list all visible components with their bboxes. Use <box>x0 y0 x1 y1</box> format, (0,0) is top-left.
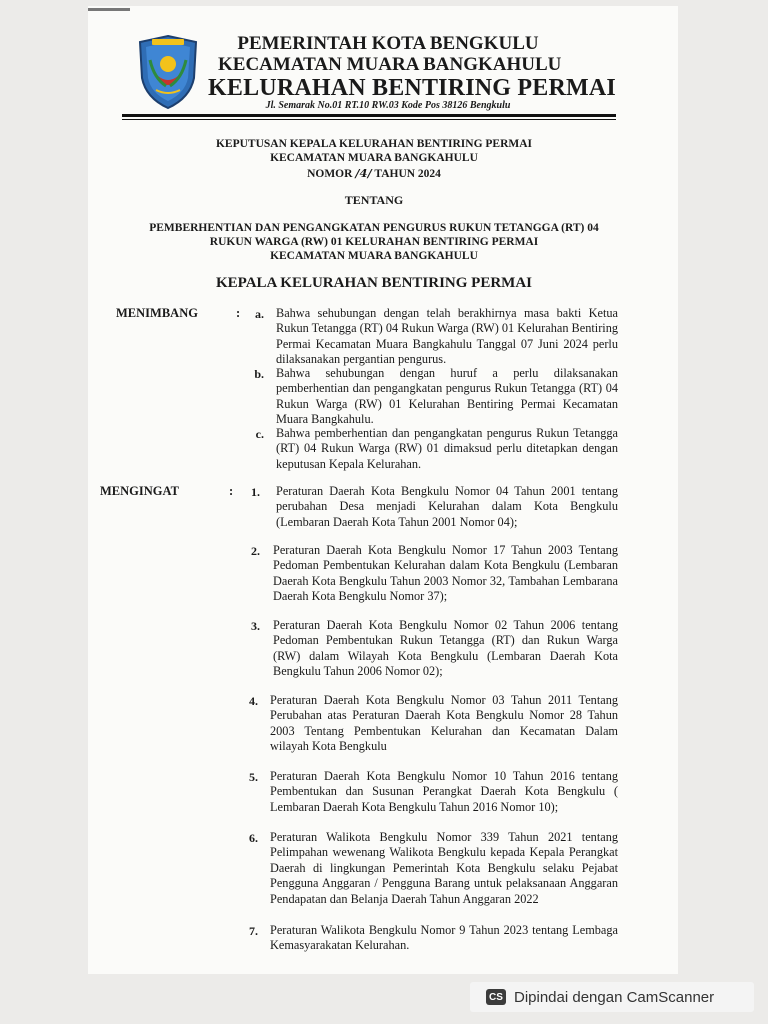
mengingat-item-5: Peraturan Daerah Kota Bengkulu Nomor 10 Tahun 2016 tentang Pembentukan dan Susunan Perangkat Daerah Kota Bengkulu ( Lembaran Daerah Kota Bengkulu Tahun 2016 Nomor 10); <box>270 769 618 814</box>
scan-edge-mark <box>88 8 130 11</box>
mengingat-marker-4: 4. <box>249 694 258 708</box>
mengingat-label: MENGINGAT <box>100 484 179 498</box>
decree-title: KEPUTUSAN KEPALA KELURAHAN BENTIRING PERMAI <box>215 138 533 150</box>
mengingat-item-2: Peraturan Daerah Kota Bengkulu Nomor 17 Tahun 2003 Tentang Pedoman Pembentukan Kelurahan dalam Kota Bengkulu (Lembaran Daerah Kota Bengkulu Tahun 2003 Nomor 32, Tambahan Lembarana Daerah Kota Bengkulu Nomor 37); <box>273 543 618 604</box>
letterhead-government: PEMERINTAH KOTA BENGKULU <box>237 33 539 54</box>
mengingat-item-6: Peraturan Walikota Bengkulu Nomor 339 Tahun 2021 tentang Pelimpahan wewenang Walikota Bengkulu kepada Kepala Perangkat Daerah di lingkungan Pemerintah Kota Bengkulu selaku Pejabat Pengguna Anggaran / Pengguna Barang untuk pelaksanaan Anggaran Pendapatan dan Belanja Daerah Tahun Anggaran 2022 <box>270 830 618 906</box>
menimbang-marker-c: c. <box>255 427 264 441</box>
issuer-heading: KEPALA KELURAHAN BENTIRING PERMAI <box>215 275 532 291</box>
subject-line-2: RUKUN WARGA (RW) 01 KELURAHAN BENTIRING PERMAI <box>209 236 539 248</box>
mengingat-item-4: Peraturan Daerah Kota Bengkulu Nomor 03 Tahun 2011 Tentang Perubahan atas Peraturan Daerah Kota Bengkulu Nomor 28 Tahun 2003 Tentang Pembentukan Kelurahan dan Kecamatan Dalam wilayah Kota Bengkulu <box>270 693 618 754</box>
letterhead-rule-thin <box>122 119 616 120</box>
camscanner-logo-icon: CS <box>486 989 506 1005</box>
mengingat-item-3: Peraturan Daerah Kota Bengkulu Nomor 02 Tahun 2006 tentang Pedoman Pembentukan Rukun Tetangga (RT) dan Rukun Warga (RW) dalam Wilayah Kota Bengkulu (Lembaran Daerah Kota Bengkulu Tahun 2006 Nomor 02); <box>273 618 618 679</box>
letterhead-district: KECAMATAN MUARA BANGKAHULU <box>218 54 562 75</box>
nomor-year: TAHUN 2024 <box>374 168 441 180</box>
letterhead-address: Jl. Semarak No.01 RT.10 RW.03 Kode Pos 38126 Bengkulu <box>265 100 511 111</box>
menimbang-marker-b: b. <box>254 367 264 381</box>
mengingat-colon: : <box>229 484 234 498</box>
menimbang-label: MENIMBANG <box>116 306 198 320</box>
mengingat-marker-1: 1. <box>251 485 260 499</box>
tentang-heading: TENTANG <box>344 193 404 207</box>
menimbang-marker-a: a. <box>255 307 264 321</box>
camscanner-label: Dipindai dengan CamScanner <box>514 988 715 1006</box>
mengingat-marker-6: 6. <box>249 831 258 845</box>
menimbang-item-b: Bahwa sehubungan dengan huruf a perlu dilaksanakan pemberhentian dan pengangkatan pengurus Rukun Tetangga (RT) 04 Rukun Warga (RW) 01 Kelurahan Bentiring Permai Kecamatan Muara Bangkahulu. <box>276 366 618 427</box>
letterhead-village: KELURAHAN BENTIRING PERMAI <box>208 75 616 101</box>
nomor-prefix: NOMOR <box>307 168 353 180</box>
menimbang-item-c: Bahwa pemberhentian dan pengangkatan pengurus Rukun Tetangga (RT) 04 Rukun Warga (RW) 01 dimaksud perlu ditetapkan dengan keputusan Kepala Kelurahan. <box>276 426 618 471</box>
subject-line-1: PEMBERHENTIAN DAN PENGANGKATAN PENGURUS RUKUN TETANGGA (RT) 04 <box>149 222 599 234</box>
camscanner-watermark <box>470 982 754 1012</box>
mengingat-item-7: Peraturan Walikota Bengkulu Nomor 9 Tahun 2023 tentang Lembaga Kemasyarakatan Kelurahan. <box>270 923 618 953</box>
decree-number <box>110 166 638 180</box>
letterhead-rule-thick <box>122 114 616 117</box>
nomor-value: /4/ <box>355 166 372 180</box>
mengingat-marker-2: 2. <box>251 544 260 558</box>
menimbang-item-a: Bahwa sehubungan dengan telah berakhirnya masa bakti Ketua Rukun Tetangga (RT) 04 Rukun Warga (RW) 01 Kelurahan Bentiring Permai Kecamatan Muara Bangkahulu Tanggal 07 Juni 2024 perlu dilaksanakan pergantian pengurus. <box>276 306 618 367</box>
mengingat-item-1: Peraturan Daerah Kota Bengkulu Nomor 04 Tahun 2001 tentang perubahan Desa menjadi Kelurahan dalam Kota Bengkulu (Lembaran Daerah Kota Tahun 2001 Nomor 04); <box>276 484 618 529</box>
decree-district: KECAMATAN MUARA BANGKAHULU <box>270 152 478 164</box>
mengingat-marker-5: 5. <box>249 770 258 784</box>
mengingat-marker-3: 3. <box>251 619 260 633</box>
subject-line-3: KECAMATAN MUARA BANGKAHULU <box>270 250 478 262</box>
mengingat-marker-7: 7. <box>249 924 258 938</box>
kota-bengkulu-emblem-icon <box>136 34 200 110</box>
menimbang-colon: : <box>236 306 241 320</box>
